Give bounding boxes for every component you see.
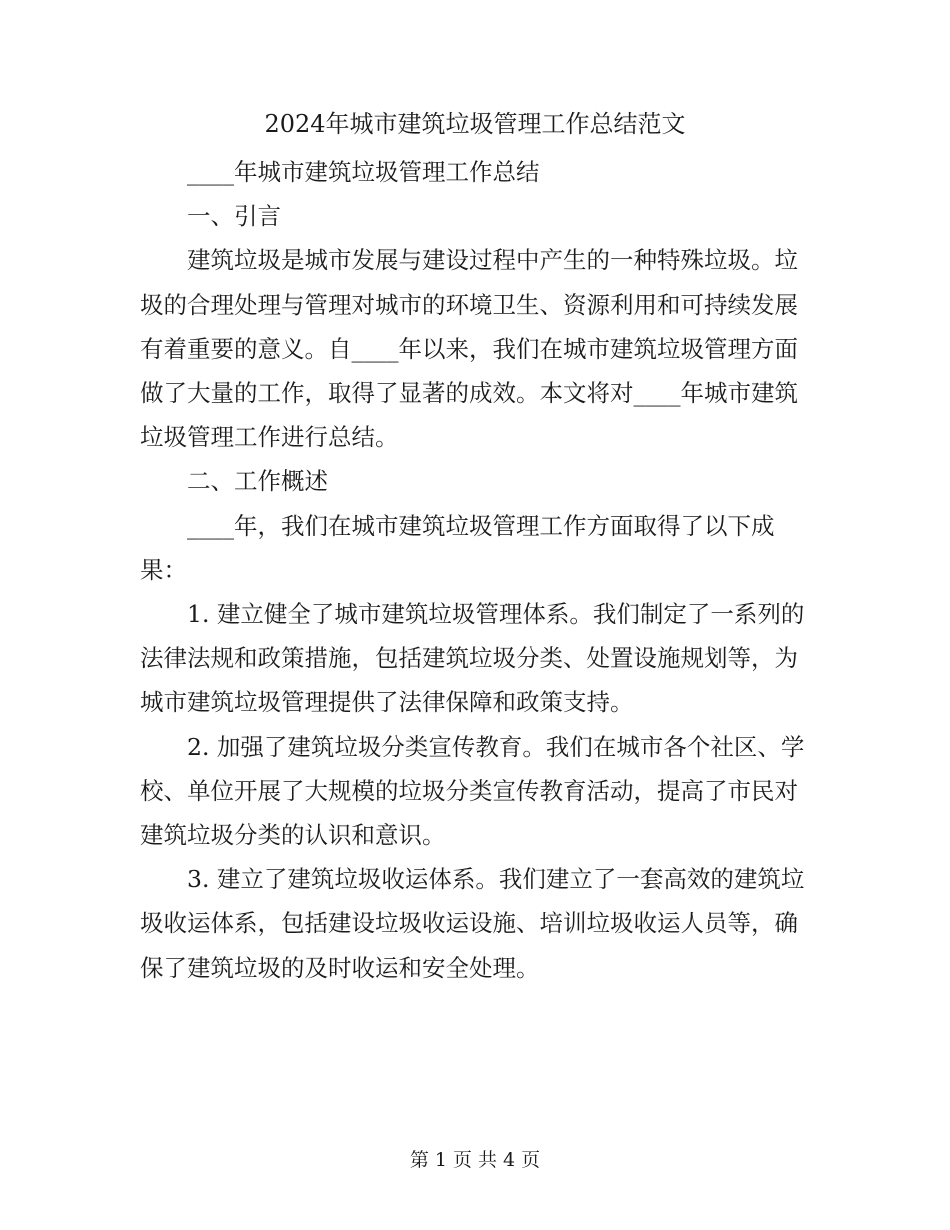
section-heading-introduction: 一、引言 bbox=[187, 202, 281, 231]
page-number-footer: 第 1 页 共 4 页 bbox=[409, 1149, 541, 1171]
list-item-paragraph: 1. 建立健全了城市建筑垃圾管理体系。我们制定了一系列的法律法规和政策措施，包括建筑垃圾分类、处置设施规划等，为城市建筑垃圾管理提供了法律保障和政策支持。 bbox=[140, 600, 805, 717]
document-body bbox=[140, 150, 810, 990]
body-paragraph: ____年，我们在城市建筑垃圾管理工作方面取得了以下成果： bbox=[140, 511, 775, 584]
list-item-paragraph: 3. 建立了建筑垃圾收运体系。我们建立了一套高效的建筑垃圾收运体系，包括建设垃圾收运设施、培训垃圾收运人员等，确保了建筑垃圾的及时收运和安全处理。 bbox=[140, 865, 805, 982]
list-item-paragraph: 2. 加强了建筑垃圾分类宣传教育。我们在城市各个社区、学校、单位开展了大规模的垃圾分类宣传教育活动，提高了市民对建筑垃圾分类的认识和意识。 bbox=[140, 732, 805, 850]
subtitle-paragraph: ____年城市建筑垃圾管理工作总结 bbox=[187, 158, 540, 186]
body-paragraph: 建筑垃圾是城市发展与建设过程中产生的一种特殊垃圾。垃圾的合理处理与管理对城市的环境卫生、资源利用和可持续发展有着重要的意义。自____年以来，我们在城市建筑垃圾管理方面做了大量的工作，取得了显著的成效。本文将对____年城市建筑垃圾管理工作进行总结。 bbox=[140, 246, 798, 452]
section-heading-overview: 二、工作概述 bbox=[187, 467, 328, 496]
document-title: 2024年城市建筑垃圾管理工作总结范文 bbox=[264, 110, 686, 138]
